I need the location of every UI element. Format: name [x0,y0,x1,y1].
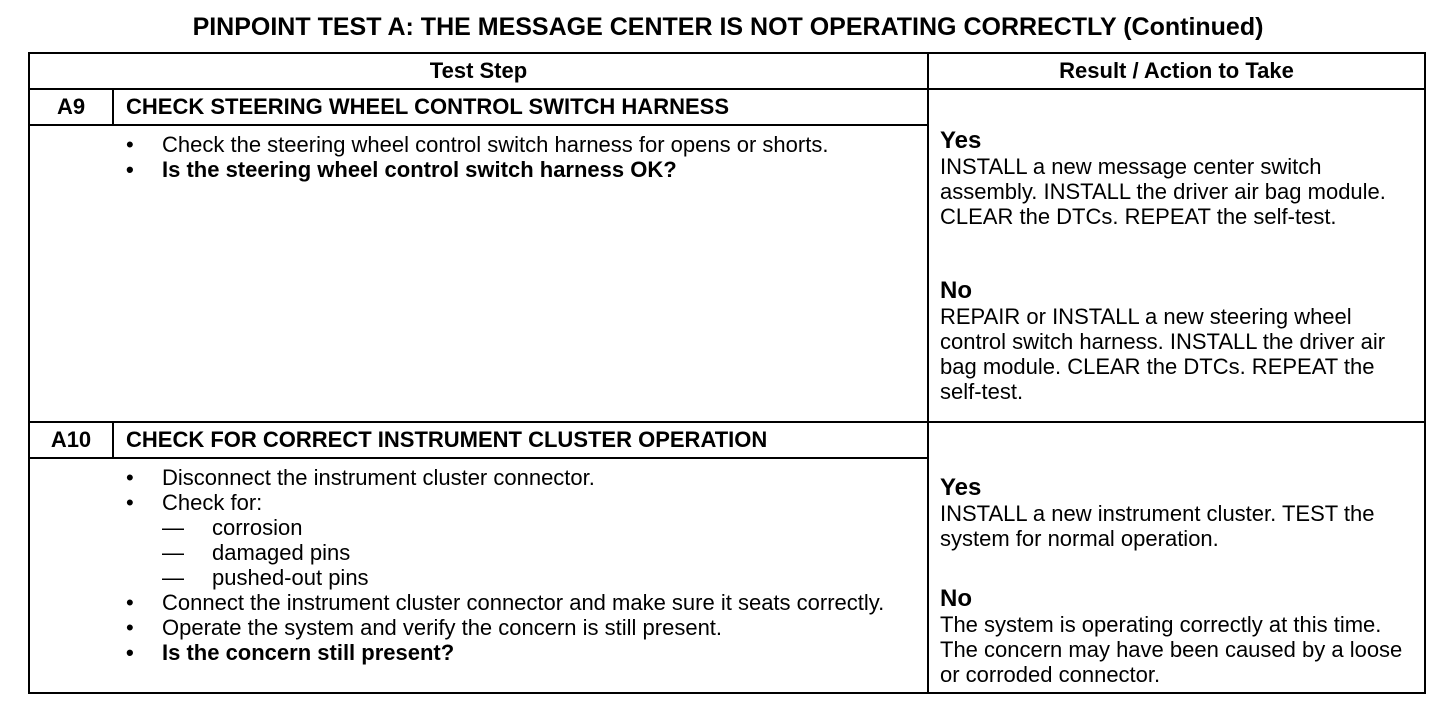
step-title-underline-a9 [30,124,927,126]
result-no-label: No [940,585,972,612]
result-no-action: The system is operating correctly at this time. The concern may have been caused by a loose or corroded connector. [940,612,1403,687]
page-title: PINPOINT TEST A: THE MESSAGE CENTER IS NOT OPERATING CORRECTLY (Continued) [192,13,1264,41]
step-title-a9: CHECK STEERING WHEEL CONTROL SWITCH HARNESS [126,94,729,119]
step-id-a9: A9 [56,94,86,119]
instruction-bullet: • Connect the instrument cluster connector and make sure it seats correctly. [114,590,924,615]
instruction-question: • Is the steering wheel control switch harness OK? [114,157,924,182]
column-divider [927,54,929,692]
pinpoint-test-table [28,52,1426,694]
step-a9-results [940,128,1422,229]
result-no-label: No [940,277,972,304]
header-result-action: Result / Action to Take [1059,58,1294,83]
instruction-question: • Is the concern still present? [114,640,924,665]
step-a9-results-no [940,278,1422,404]
step-title-underline-a10 [30,457,927,459]
result-no-action: REPAIR or INSTALL a new steering wheel control switch harness. INSTALL the driver air bag module. CLEAR the DTCs. REPEAT the self-test. [940,304,1386,404]
instruction-bullet: • Check for: [114,490,924,515]
header-test-step: Test Step [429,58,528,83]
instruction-subitem: — corrosion [114,515,924,540]
step-a10-instructions [114,465,924,665]
result-yes-label: Yes [940,127,982,154]
step-id-a10: A10 [50,427,92,452]
step-a10-results [940,475,1422,551]
step-a9-instructions [114,132,924,182]
step-id-divider-a10 [112,423,114,457]
result-yes-action: INSTALL a new instrument cluster. TEST the system for normal operation. [940,501,1375,551]
instruction-subitem: — pushed-out pins [114,565,924,590]
step-id-divider-a9 [112,90,114,124]
result-yes-label: Yes [940,474,982,501]
instruction-bullet: • Disconnect the instrument cluster connector. [114,465,924,490]
step-title-a10: CHECK FOR CORRECT INSTRUMENT CLUSTER OPERATION [126,427,768,452]
result-yes-action: INSTALL a new message center switch assembly. INSTALL the driver air bag module. CLEAR the DTCs. REPEAT the self-test. [940,154,1386,229]
instruction-subitem: — damaged pins [114,540,924,565]
instruction-bullet: • Check the steering wheel control switch harness for opens or shorts. [114,132,924,157]
instruction-bullet: • Operate the system and verify the concern is still present. [114,615,924,640]
step-a10-results-no [940,586,1422,687]
